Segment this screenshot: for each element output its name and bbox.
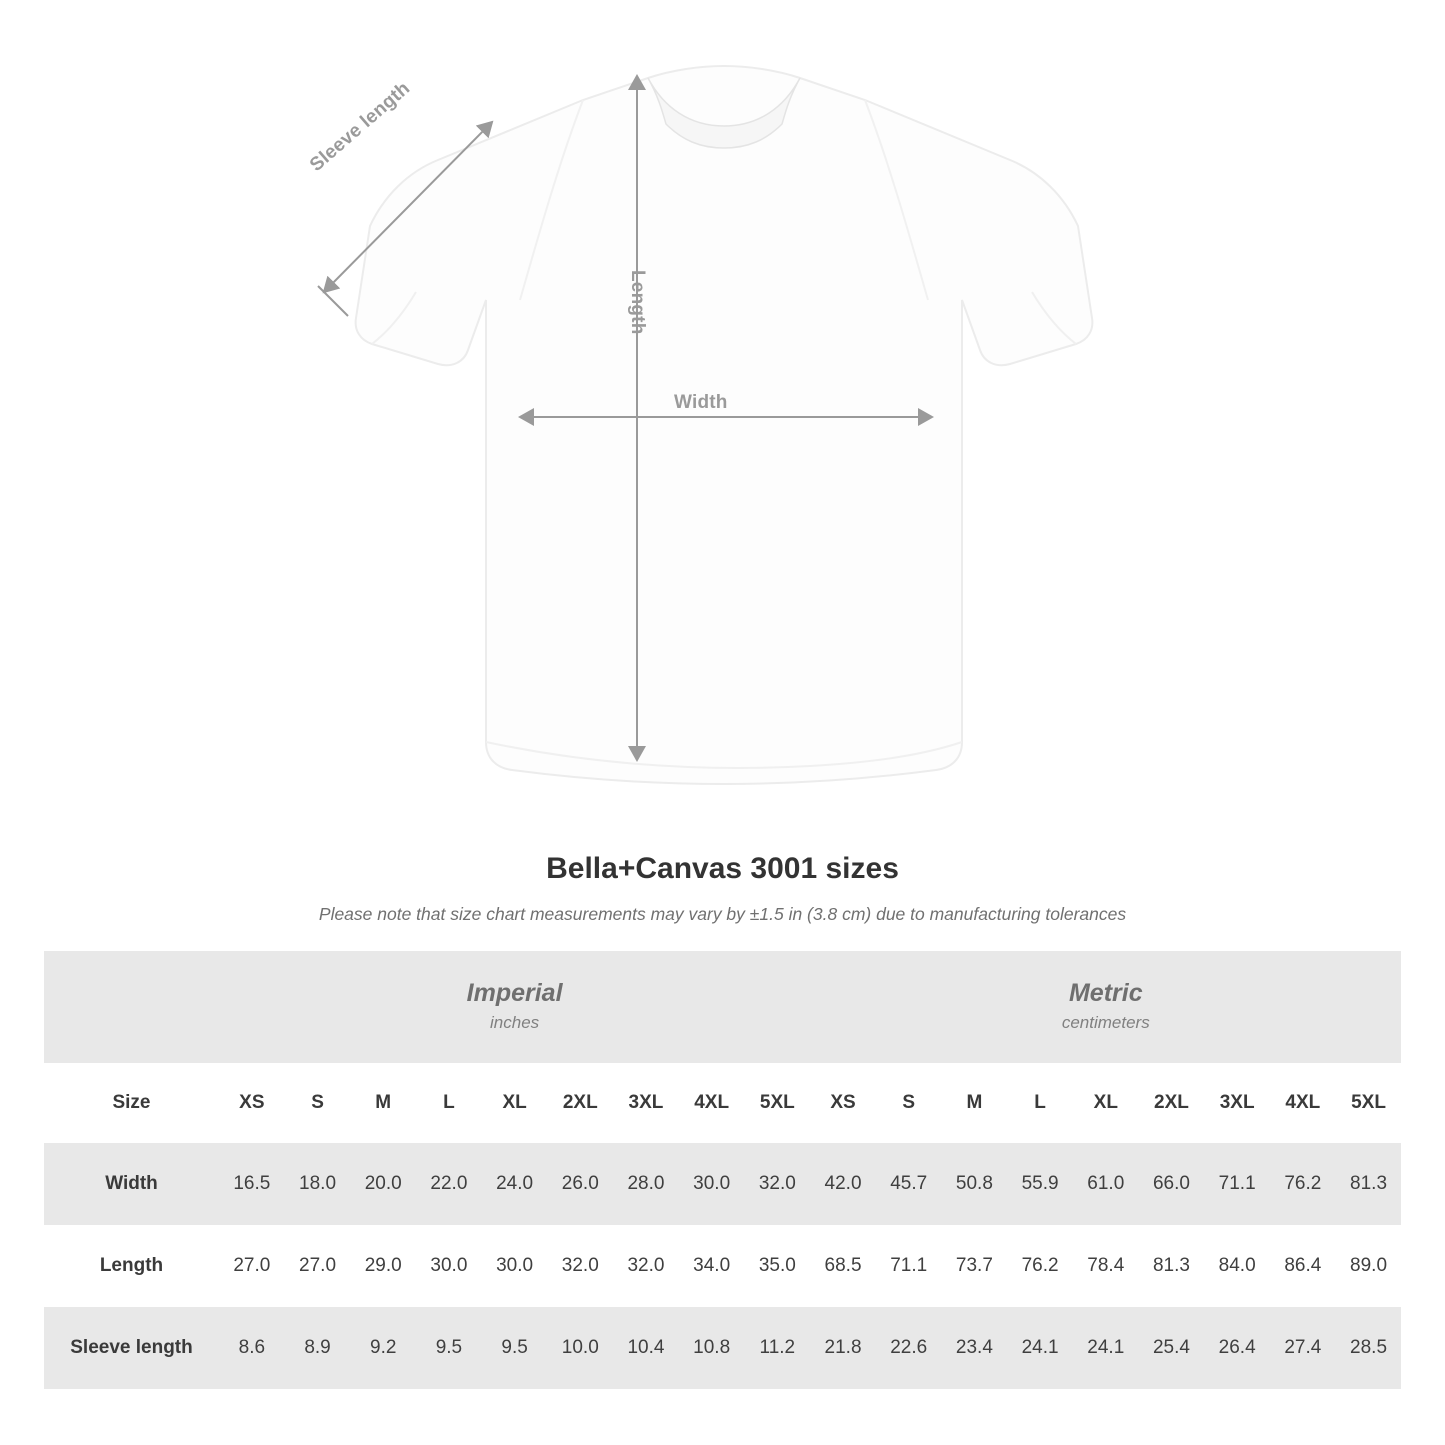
value-cell: 8.6 xyxy=(219,1307,285,1389)
row-label-width: Width xyxy=(44,1143,219,1225)
size-cell: XL xyxy=(1073,1063,1139,1143)
metric-sub: centimeters xyxy=(1061,1013,1150,1033)
size-cell: S xyxy=(876,1063,942,1143)
size-cell: M xyxy=(942,1063,1008,1143)
metric-name: Metric xyxy=(1068,978,1143,1007)
value-cell: 21.8 xyxy=(810,1307,876,1389)
value-cell: 32.0 xyxy=(745,1143,811,1225)
value-cell: 18.0 xyxy=(285,1143,351,1225)
value-cell: 27.0 xyxy=(285,1225,351,1307)
value-cell: 84.0 xyxy=(1204,1225,1270,1307)
value-cell: 9.2 xyxy=(350,1307,416,1389)
metric-header xyxy=(810,951,1401,1063)
size-table xyxy=(44,951,1401,1389)
value-cell: 32.0 xyxy=(613,1225,679,1307)
value-cell: 89.0 xyxy=(1336,1225,1402,1307)
value-cell: 78.4 xyxy=(1073,1225,1139,1307)
chart-header xyxy=(0,852,1445,925)
value-cell: 11.2 xyxy=(745,1307,811,1389)
value-cell: 26.0 xyxy=(547,1143,613,1225)
value-cell: 10.8 xyxy=(679,1307,745,1389)
value-cell: 16.5 xyxy=(219,1143,285,1225)
value-cell: 8.9 xyxy=(285,1307,351,1389)
size-cell: S xyxy=(285,1063,351,1143)
size-cell: 3XL xyxy=(613,1063,679,1143)
value-cell: 25.4 xyxy=(1139,1307,1205,1389)
value-cell: 30.0 xyxy=(679,1143,745,1225)
value-cell: 27.0 xyxy=(219,1225,285,1307)
value-cell: 32.0 xyxy=(547,1225,613,1307)
value-cell: 55.9 xyxy=(1007,1143,1073,1225)
value-cell: 30.0 xyxy=(416,1225,482,1307)
size-cell: L xyxy=(1007,1063,1073,1143)
value-cell: 45.7 xyxy=(876,1143,942,1225)
value-cell: 24.0 xyxy=(482,1143,548,1225)
value-cell: 42.0 xyxy=(810,1143,876,1225)
value-cell: 30.0 xyxy=(482,1225,548,1307)
table-corner xyxy=(44,951,219,1063)
units-header-row xyxy=(44,951,1401,1063)
imperial-sub: inches xyxy=(490,1013,540,1033)
sleeve-tick xyxy=(318,286,348,316)
size-table-wrapper xyxy=(44,951,1401,1389)
value-cell: 76.2 xyxy=(1270,1143,1336,1225)
length-label: Length xyxy=(627,270,648,335)
value-cell: 23.4 xyxy=(942,1307,1008,1389)
size-cell: L xyxy=(416,1063,482,1143)
value-cell: 81.3 xyxy=(1336,1143,1402,1225)
value-cell: 9.5 xyxy=(482,1307,548,1389)
value-cell: 28.5 xyxy=(1336,1307,1402,1389)
value-cell: 34.0 xyxy=(679,1225,745,1307)
table-row xyxy=(44,1143,1401,1225)
row-label-sleeve-length: Sleeve length xyxy=(44,1307,219,1389)
value-cell: 66.0 xyxy=(1139,1143,1205,1225)
value-cell: 10.4 xyxy=(613,1307,679,1389)
value-cell: 68.5 xyxy=(810,1225,876,1307)
table-row xyxy=(44,1225,1401,1307)
size-row-label: Size xyxy=(44,1063,219,1143)
value-cell: 22.6 xyxy=(876,1307,942,1389)
value-cell: 35.0 xyxy=(745,1225,811,1307)
value-cell: 24.1 xyxy=(1007,1307,1073,1389)
size-cell: 2XL xyxy=(1139,1063,1205,1143)
size-row xyxy=(44,1063,1401,1143)
size-cell: 2XL xyxy=(547,1063,613,1143)
value-cell: 76.2 xyxy=(1007,1225,1073,1307)
imperial-header xyxy=(219,951,810,1063)
size-cell: 3XL xyxy=(1204,1063,1270,1143)
value-cell: 24.1 xyxy=(1073,1307,1139,1389)
size-cell: M xyxy=(350,1063,416,1143)
value-cell: 61.0 xyxy=(1073,1143,1139,1225)
value-cell: 20.0 xyxy=(350,1143,416,1225)
tolerance-note: Please note that size chart measurements may vary by ±1.5 in (3.8 cm) due to manufacturing tolerances xyxy=(318,904,1127,924)
value-cell: 9.5 xyxy=(416,1307,482,1389)
value-cell: 71.1 xyxy=(1204,1143,1270,1225)
table-row xyxy=(44,1307,1401,1389)
row-label-length: Length xyxy=(44,1225,219,1307)
value-cell: 86.4 xyxy=(1270,1225,1336,1307)
size-cell: XS xyxy=(810,1063,876,1143)
value-cell: 29.0 xyxy=(350,1225,416,1307)
size-cell: 5XL xyxy=(1336,1063,1402,1143)
value-cell: 73.7 xyxy=(942,1225,1008,1307)
size-cell: XS xyxy=(219,1063,285,1143)
value-cell: 81.3 xyxy=(1139,1225,1205,1307)
page-title: Bella+Canvas 3001 sizes xyxy=(546,852,899,885)
value-cell: 50.8 xyxy=(942,1143,1008,1225)
value-cell: 26.4 xyxy=(1204,1307,1270,1389)
value-cell: 27.4 xyxy=(1270,1307,1336,1389)
sleeve-length-label: Sleeve length xyxy=(306,77,415,176)
size-cell: 4XL xyxy=(1270,1063,1336,1143)
value-cell: 71.1 xyxy=(876,1225,942,1307)
value-cell: 28.0 xyxy=(613,1143,679,1225)
size-cell: 5XL xyxy=(745,1063,811,1143)
size-cell: 4XL xyxy=(679,1063,745,1143)
size-cell: XL xyxy=(482,1063,548,1143)
width-label: Width xyxy=(674,392,728,413)
imperial-name: Imperial xyxy=(466,978,563,1007)
value-cell: 22.0 xyxy=(416,1143,482,1225)
value-cell: 10.0 xyxy=(547,1307,613,1389)
tshirt-shape xyxy=(356,66,1093,784)
